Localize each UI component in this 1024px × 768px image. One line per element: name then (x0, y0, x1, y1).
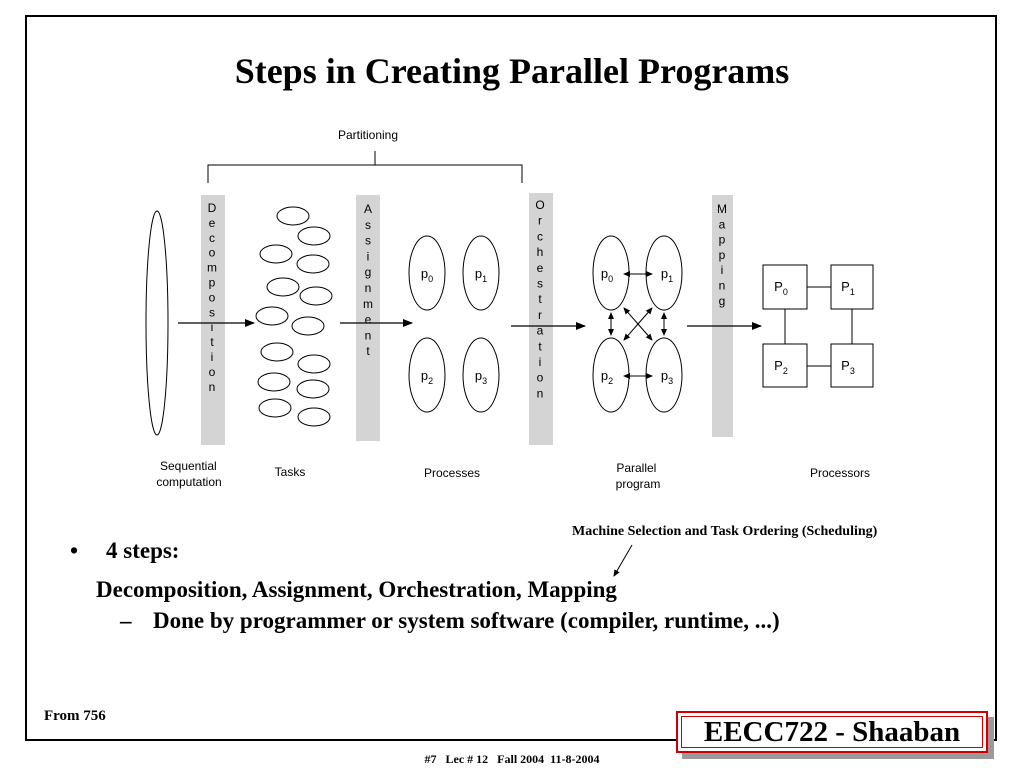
processor-label: $P_3$ (841, 358, 855, 376)
orchestration-bar-letter: O (535, 198, 545, 212)
decomposition-bar-letter: t (210, 335, 214, 350)
tasks-group (256, 207, 332, 426)
decomposition-bar-letter: o (208, 290, 216, 305)
orchestration-bar-letter: a (536, 323, 544, 338)
mapping-bar-letter: g (718, 293, 726, 308)
orchestration-bar-letter: h (536, 245, 544, 260)
orchestration-bar-letter: t (538, 339, 542, 354)
decomposition-bar-letter: s (209, 305, 215, 320)
decomposition-bar-letter: n (208, 379, 216, 394)
partitioning-label: Partitioning (337, 128, 399, 142)
parallel-process-ellipse (593, 338, 629, 412)
task-ellipse (298, 227, 330, 245)
assignment-bar-letter: n (364, 328, 372, 343)
task-ellipse (292, 317, 324, 335)
process-label: $p_1$ (474, 266, 488, 284)
decomposition-bar-letter: c (209, 230, 215, 245)
orchestration-bar-letter: c (537, 229, 543, 244)
parallel-process-label: $p_1$ (660, 266, 674, 284)
task-ellipse (260, 245, 292, 263)
orchestration-bar-letter: r (538, 307, 542, 322)
partitioning-bracket (208, 151, 522, 183)
processors-group (763, 265, 873, 387)
parallel-program-group (593, 236, 682, 412)
bullet-dot: • (70, 538, 79, 563)
processors-label: Processors (809, 466, 871, 480)
task-ellipse (256, 307, 288, 325)
assignment-bar-letter: m (363, 296, 373, 311)
decomposition-bar-letter: p (208, 275, 216, 290)
tasks-label: Tasks (274, 465, 306, 479)
assignment-bar-letter: A (363, 202, 373, 216)
course-box-text: EECC722 - Shaaban (681, 716, 983, 748)
orchestration-bar-letter: o (536, 370, 544, 385)
mapping-bar-letter: a (718, 217, 726, 232)
task-ellipse (297, 380, 329, 398)
scheduling-arrow (614, 545, 632, 576)
sub-bullet-dash: – (120, 608, 132, 633)
processes-label: Processes (423, 466, 481, 480)
sub-bullet-text: Done by programmer or system software (compiler, runtime, ...) (153, 608, 780, 633)
assignment-bar-letter: s (365, 217, 371, 232)
course-box (676, 711, 988, 753)
scheduling-note: Machine Selection and Task Ordering (Scheduling) (572, 524, 878, 539)
parallel-program-label: Parallel program (615, 461, 661, 491)
sequential-label: Sequential computation (156, 459, 222, 489)
task-ellipse (259, 399, 291, 417)
task-ellipse (267, 278, 299, 296)
assignment-bar-letter: e (364, 312, 372, 327)
steps-list: Decomposition, Assignment, Orchestration, Mapping (96, 577, 617, 602)
assignment-bar-letter: t (366, 344, 370, 359)
mapping-bar-letter: p (718, 232, 726, 247)
mapping-bar-letter: M (717, 202, 727, 216)
orchestration-bar-letter: r (538, 213, 542, 228)
assignment-bar-letter: i (366, 249, 370, 264)
main-bullet-text: 4 steps: (106, 538, 180, 563)
task-ellipse (261, 343, 293, 361)
processes-group (409, 236, 499, 412)
decomposition-bar-letter: o (208, 364, 216, 379)
decomposition-bar-letter: D (207, 201, 217, 215)
process-label: $p_2$ (420, 368, 434, 386)
orchestration-bar-letter: i (538, 355, 542, 369)
from-label: From 756 (44, 708, 106, 724)
decomposition-bar-letter: o (208, 245, 216, 260)
decomposition-bar-letter: i (210, 320, 214, 335)
assignment-bar-letter: g (364, 265, 372, 280)
assignment-bar-letter: n (364, 281, 372, 295)
orchestration-bar-letter: s (537, 276, 543, 291)
sequential-computation-ellipse (146, 211, 168, 435)
slide-title: Steps in Creating Parallel Programs (234, 51, 790, 91)
decomposition-bar-letter: m (207, 260, 217, 275)
orchestration-bar-letter: n (536, 386, 544, 401)
parallel-process-label: $p_0$ (600, 266, 614, 284)
parallel-process-ellipse (593, 236, 629, 310)
process-label: $p_0$ (420, 266, 434, 284)
processor-label: $P_0$ (774, 279, 788, 297)
task-ellipse (300, 287, 332, 305)
decomposition-bar-letter: e (208, 215, 216, 230)
decomposition-bar-letter: i (210, 350, 214, 364)
task-ellipse (258, 373, 290, 391)
orchestration-bar-letter: t (538, 292, 542, 307)
parallel-process-label: $p_3$ (660, 368, 674, 386)
processor-label: $P_1$ (841, 279, 855, 297)
parallel-process-label: $p_2$ (600, 368, 614, 386)
main-bullet (70, 538, 179, 564)
mapping-bar-letter: n (718, 278, 726, 293)
mapping-bar-letter: p (718, 247, 726, 262)
task-ellipse (297, 255, 329, 273)
task-ellipse (298, 408, 330, 426)
processor-label: $P_2$ (774, 358, 788, 376)
orchestration-bar-letter: e (536, 260, 544, 275)
task-ellipse (277, 207, 309, 225)
sub-bullet (120, 608, 780, 634)
slide-footer: #7 Lec # 12 Fall 2004 11-8-2004 (424, 752, 600, 766)
process-label: $p_3$ (474, 368, 488, 386)
mapping-bar-letter: i (720, 263, 724, 278)
assignment-bar-letter: s (365, 233, 371, 248)
task-ellipse (298, 355, 330, 373)
